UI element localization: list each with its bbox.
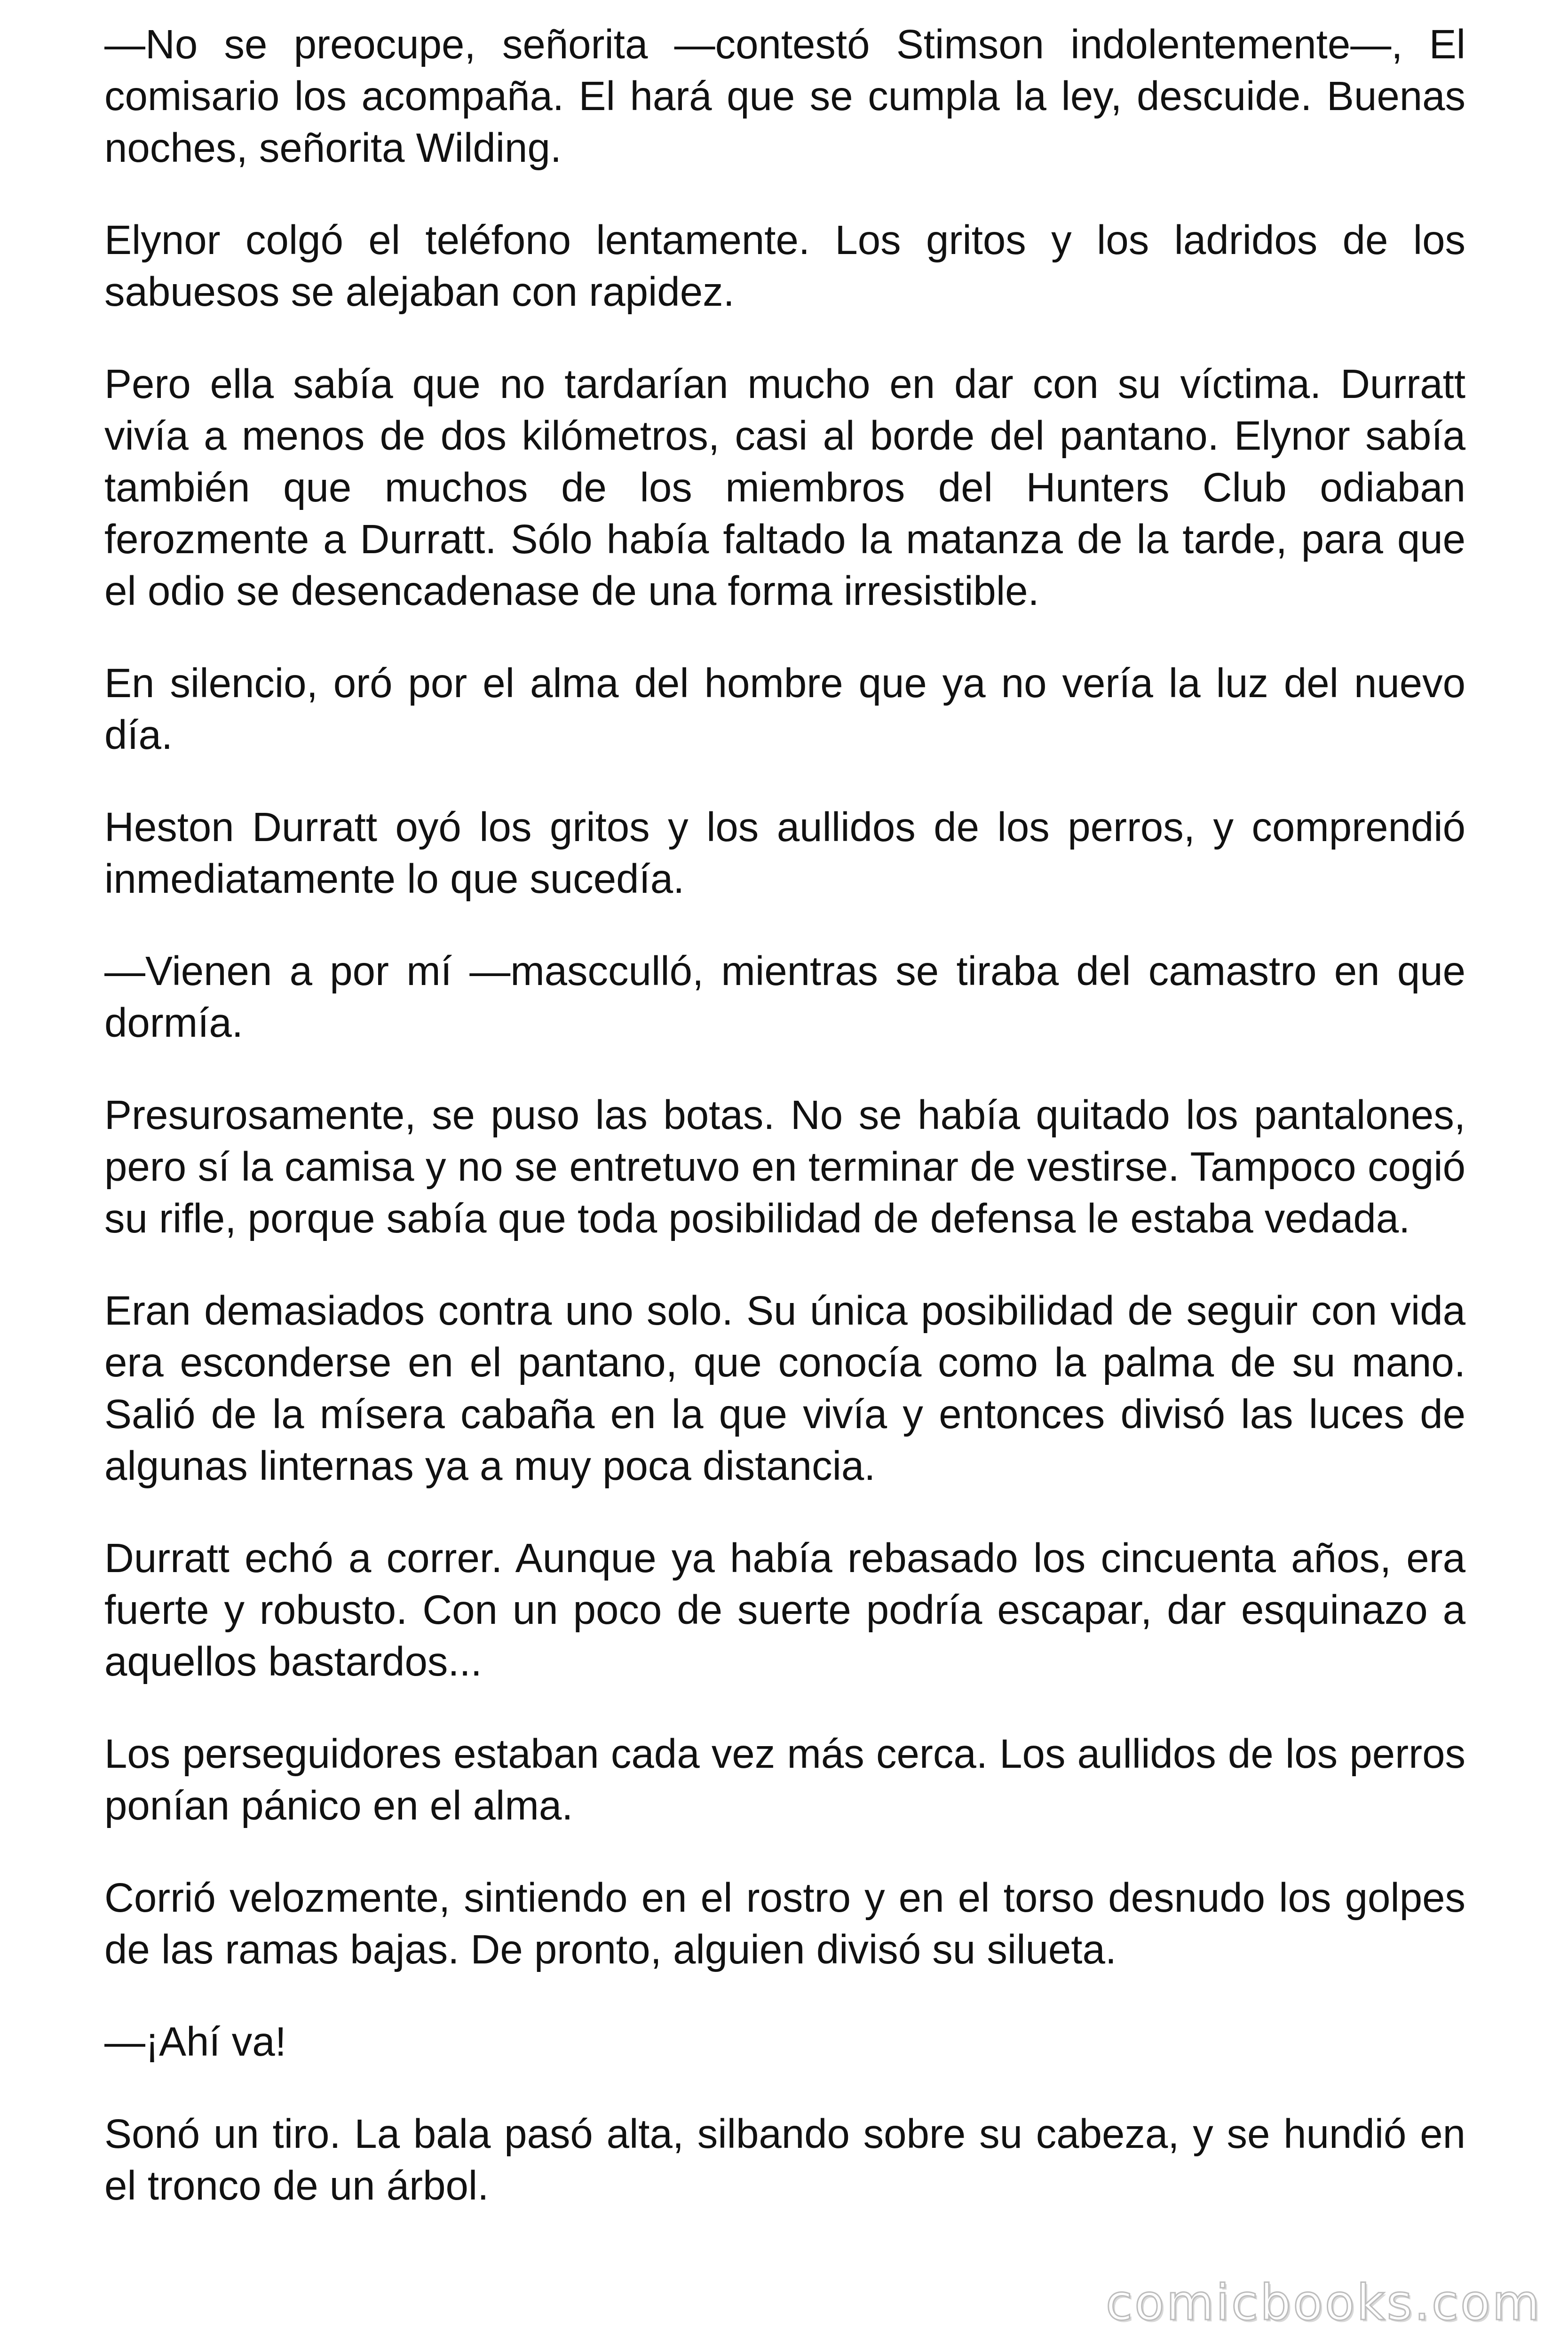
paragraph: Corrió velozmente, sintiendo en el rostro y en el torso desnudo los golpes de las ramas bajas. De pronto, alguien divisó su silueta. xyxy=(104,1875,1465,1972)
paragraph: Pero ella sabía que no tardarían mucho en dar con su víctima. Durratt vivía a menos de dos kilómetros, casi al borde del pantano. Elynor sabía también que muchos de los miembros del Hunters Club odiaban ferozmente a Durratt. Sólo había faltado la matanza de la tarde, para que el odio se desencadenase de una forma irresistible. xyxy=(104,361,1465,614)
paragraph: Durratt echó a correr. Aunque ya había rebasado los cincuenta años, era fuerte y robusto. Con un poco de suerte podría escapar, dar esquinazo a aquellos bastardos... xyxy=(104,1535,1465,1685)
paragraph: Presurosamente, se puso las botas. No se había quitado los pantalones, pero sí la camisa y no se entretuvo en terminar de vestirse. Tampoco cogió su rifle, porque sabía que toda posibilidad de defensa le estaba vedada. xyxy=(104,1092,1465,1241)
paragraph: —No se preocupe, señorita —contestó Stimson indolentemente—, El comisario los acompaña. El hará que se cumpla la ley, descuide. Buenas noches, señorita Wilding. xyxy=(104,22,1465,171)
page-text xyxy=(104,19,1465,2252)
paragraph: Eran demasiados contra uno solo. Su única posibilidad de seguir con vida era esconderse en el pantano, que conocía como la palma de su mano. Salió de la mísera cabaña en la que vivía y entonces divisó las luces de algunas linternas ya a muy poca distancia. xyxy=(104,1288,1465,1489)
paragraph: En silencio, oró por el alma del hombre que ya no vería la luz del nuevo día. xyxy=(104,660,1465,758)
paragraph: —Vienen a por mí —mascculló, mientras se tiraba del camastro en que dormía. xyxy=(104,948,1465,1046)
watermark: comicbooks.com xyxy=(1105,2274,1542,2331)
paragraph: Sonó un tiro. La bala pasó alta, silbando sobre su cabeza, y se hundió en el tronco de un árbol. xyxy=(104,2111,1465,2209)
paragraph: Los perseguidores estaban cada vez más cerca. Los aullidos de los perros ponían pánico en el alma. xyxy=(104,1731,1465,1828)
paragraph: Heston Durratt oyó los gritos y los aullidos de los perros, y comprendió inmediatamente lo que sucedía. xyxy=(104,804,1465,902)
paragraph: Elynor colgó el teléfono lentamente. Los gritos y los ladridos de los sabuesos se alejaban con rapidez. xyxy=(104,217,1465,315)
paragraph: —¡Ahí va! xyxy=(104,2019,286,2065)
